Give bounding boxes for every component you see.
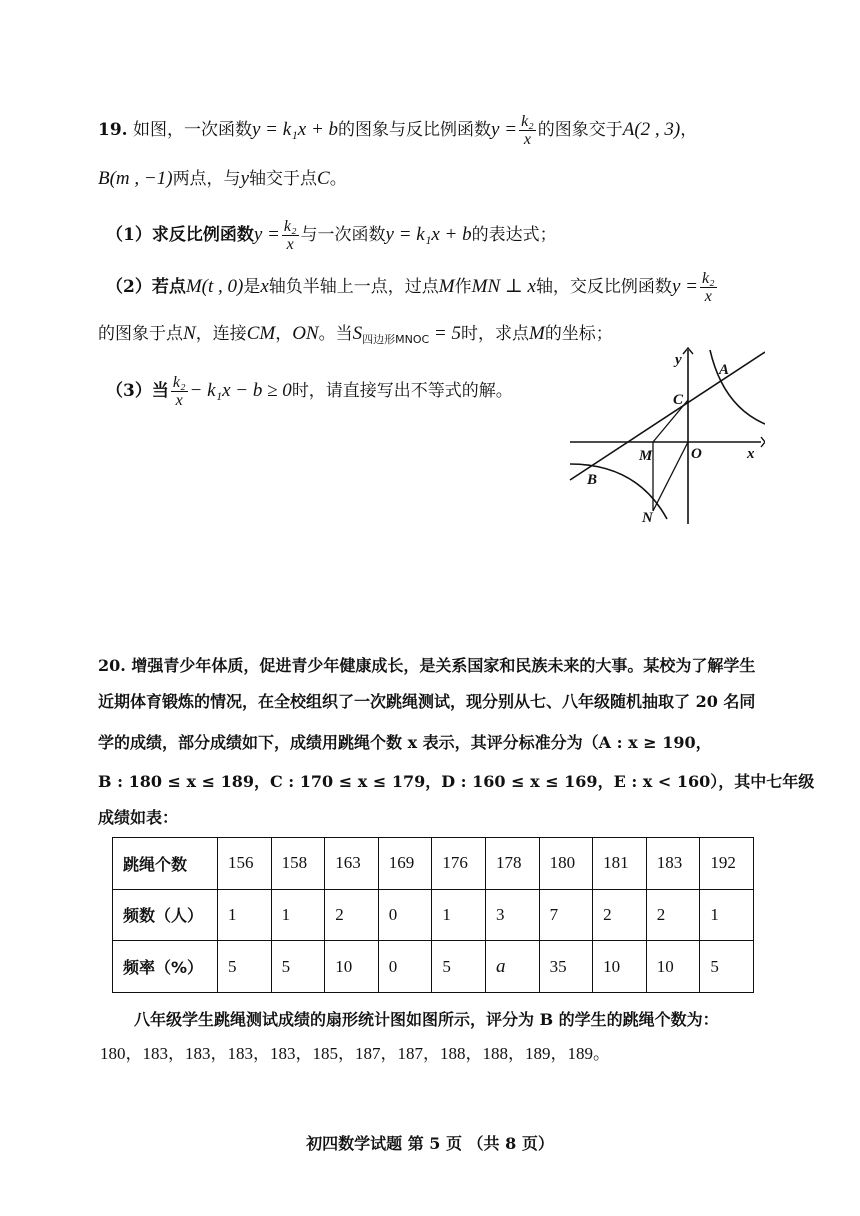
segment-on: ON: [292, 323, 319, 344]
table-cell: 5: [271, 941, 325, 993]
q19-text: 。当: [318, 324, 353, 344]
q20-line1: 20. 增强青少年体质，促进青少年健康成长，是关系国家和民族未来的大事。某校为了解学生: [98, 656, 756, 675]
point-c: C: [317, 168, 330, 189]
var-m: M: [438, 276, 455, 297]
segment-no: [653, 442, 688, 511]
table-cell: 1: [218, 889, 272, 941]
table-cell: 5: [218, 941, 272, 993]
q20-line3: 学的成绩，部分成绩如下，成绩用跳绳个数 x 表示，其评分标准分为（A : x ≥ 190，: [98, 733, 712, 752]
fraction-k2-over-x: [519, 113, 536, 148]
table-cell: 7: [539, 889, 593, 941]
table-cell: 178: [485, 838, 539, 890]
var-y: y: [240, 168, 249, 189]
q19-text: 轴交于点: [249, 169, 317, 189]
linear-function: y = k₁x + b: [251, 119, 339, 140]
fraction-denominator: x: [286, 236, 294, 253]
inverse-function-lhs: y =: [253, 224, 280, 245]
label-m: M: [639, 448, 653, 464]
table-cell: 10: [593, 941, 647, 993]
q19-text: 的图象与反比例函数: [338, 120, 492, 140]
label-b: B: [587, 472, 598, 488]
q19-text: 轴负半轴上一点，过点: [268, 277, 439, 297]
area-symbol: S: [352, 323, 363, 344]
table-cell: 2: [325, 889, 379, 941]
table-cell: 181: [593, 838, 647, 890]
table-cell: 5: [700, 941, 754, 993]
part2-label: （2）若点: [106, 277, 186, 297]
q19-text: 两点，与: [172, 169, 241, 189]
q19-text: 的坐标；: [544, 324, 613, 344]
point-a: A(2 , 3): [622, 119, 681, 140]
q19-text: ，连接: [195, 324, 247, 344]
q19-text: 是: [243, 277, 261, 297]
inequality-expr: − k₁x − b ≥ 0: [189, 380, 292, 401]
table-row: [113, 941, 754, 993]
table-cell: 1: [432, 889, 486, 941]
table-cell: 163: [325, 838, 379, 890]
table-cell: 35: [539, 941, 593, 993]
q19-line1: [98, 113, 697, 148]
q19-text: 的图象于点: [98, 324, 183, 344]
q19-text: 的表达式；: [471, 225, 557, 245]
q19-number: 19.: [98, 120, 128, 140]
grade7-table: [112, 837, 754, 993]
table-cell: 183: [646, 838, 700, 890]
page-footer: 初四数学试题 第 5 页 （共 8 页）: [306, 1134, 554, 1153]
table-cell: 5: [432, 941, 486, 993]
punct: ，: [275, 324, 293, 344]
table-row: [113, 889, 754, 941]
q20-after-table-line1: 八年级学生跳绳测试成绩的扇形统计图如图所示，评分为 B 的学生的跳绳个数为：: [134, 1010, 719, 1029]
q20-after-table-line2: 180，183，183，183，183，185，187，187，188，188，189，189。: [100, 1044, 610, 1063]
label-y: y: [675, 352, 682, 368]
q19-text: 轴，交反比例函数: [535, 277, 672, 297]
q20-line2: 近期体育锻炼的情况，在全校组织了一次跳绳测试，现分别从七、八年级随机抽取了 20 名同: [98, 692, 756, 711]
var-x: x: [260, 276, 269, 297]
label-o: O: [691, 446, 702, 462]
label-x: x: [747, 446, 755, 462]
var-m: M: [528, 323, 545, 344]
area-subscript: 四边形MNOC: [362, 333, 430, 346]
fraction-k2-over-x: [700, 270, 717, 305]
table-cell: 192: [700, 838, 754, 890]
table-cell: 2: [593, 889, 647, 941]
q19-text: 与一次函数: [300, 225, 386, 245]
point-n: N: [183, 323, 196, 344]
q19-text: 作: [454, 277, 472, 297]
fraction-numerator: k₂: [701, 270, 715, 287]
x-axis-arrow: [761, 437, 765, 447]
row-header-rate: 频率（%）: [113, 941, 218, 993]
q19-part2-line1: [106, 270, 719, 305]
label-a: A: [719, 362, 730, 378]
q19-line2: [98, 167, 347, 191]
table-row: [113, 838, 754, 890]
table-cell: 0: [378, 941, 432, 993]
row-header-count: 跳绳个数: [113, 838, 218, 890]
q19-part1: [106, 218, 557, 253]
table-cell: a: [485, 941, 539, 993]
table-cell: 169: [378, 838, 432, 890]
q20-line4: B : 180 ≤ x ≤ 189，C : 170 ≤ x ≤ 179，D : 160 ≤ x ≤ 169，E : x < 160），其中七年级: [98, 772, 815, 791]
q19-text: 时，请直接写出不等式的解。: [291, 381, 513, 401]
fraction-numerator: k₂: [521, 113, 534, 130]
q19-text: 时，求点: [460, 324, 529, 344]
table-cell: 1: [271, 889, 325, 941]
punct: 。: [329, 169, 347, 189]
table-cell: 2: [646, 889, 700, 941]
part1-label: （1）求反比例函数: [106, 225, 254, 245]
function-graph: [565, 346, 765, 526]
inverse-function-lhs: y =: [491, 119, 518, 140]
linear-function-line: [570, 352, 765, 480]
q19-part3: [106, 374, 513, 409]
point-m: M(t , 0): [185, 276, 244, 297]
q19-part2-line2: [98, 322, 613, 352]
table-cell: 10: [646, 941, 700, 993]
punct: ，: [680, 120, 698, 140]
point-b: B(m , −1): [98, 168, 173, 189]
area-value: = 5: [429, 323, 461, 344]
table-cell: 158: [271, 838, 325, 890]
table-cell: 180: [539, 838, 593, 890]
label-n: N: [642, 510, 653, 526]
fraction-k2-over-x: [171, 374, 188, 409]
label-c: C: [673, 392, 684, 408]
table-cell: 10: [325, 941, 379, 993]
segment-cm: CM: [246, 323, 276, 344]
perpendicular-expr: MN ⊥ x: [471, 276, 536, 297]
fraction-denominator: x: [704, 288, 712, 305]
table-cell: 0: [378, 889, 432, 941]
fraction-denominator: x: [523, 131, 531, 148]
q20-line5: 成绩如表：: [98, 808, 179, 827]
part3-label: （3）当: [106, 381, 169, 401]
fraction-numerator: k₂: [283, 218, 297, 235]
table-cell: 156: [218, 838, 272, 890]
fraction-k2-over-x: [282, 218, 299, 253]
fraction-denominator: x: [175, 392, 183, 409]
table-cell: 1: [700, 889, 754, 941]
linear-function: y = k₁x + b: [385, 224, 472, 245]
q19-text: 如图，一次函数: [132, 120, 252, 140]
row-header-frequency: 频数（人）: [113, 889, 218, 941]
q19-text: 的图象交于: [537, 120, 623, 140]
inverse-function-lhs: y =: [671, 276, 698, 297]
table-cell: 176: [432, 838, 486, 890]
fraction-numerator: k₂: [172, 374, 186, 391]
table-cell: 3: [485, 889, 539, 941]
